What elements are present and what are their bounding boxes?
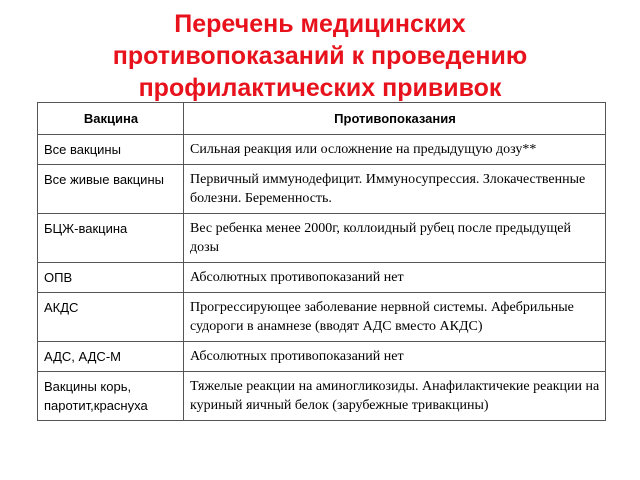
contraindications-table bbox=[37, 102, 606, 421]
page-title bbox=[40, 8, 600, 104]
vaccine-cell: БЦЖ-вакцина bbox=[38, 214, 184, 263]
contraindication-cell: Прогрессирующее заболевание нервной системы. Афебрильные судороги в анамнезе (вводят АДС вместо АКДС) bbox=[184, 293, 606, 342]
table-row bbox=[38, 342, 606, 372]
contraindication-cell: Тяжелые реакции на аминогликозиды. Анафилактичекие реакции на куриный яичный белок (зарубежные тривакцины) bbox=[184, 372, 606, 421]
table-row bbox=[38, 165, 606, 214]
table-row bbox=[38, 372, 606, 421]
title-line-3: профилактических прививок bbox=[138, 74, 502, 102]
vaccine-cell: Все живые вакцины bbox=[38, 165, 184, 214]
title-line-2: противопоказаний к проведению bbox=[112, 42, 528, 70]
contraindication-cell: Сильная реакция или осложнение на предыдущую дозу** bbox=[184, 135, 606, 165]
header-vaccine: Вакцина bbox=[38, 103, 184, 135]
title-line-1: Перечень медицинских bbox=[174, 10, 466, 38]
vaccine-cell: Вакцины корь, паротит,краснуха bbox=[38, 372, 184, 421]
table-row bbox=[38, 293, 606, 342]
table-header-row bbox=[38, 103, 606, 135]
contraindication-cell: Первичный иммунодефицит. Иммуносупрессия. Злокачественные болезни. Беременность. bbox=[184, 165, 606, 214]
header-contraindications: Противопоказания bbox=[184, 103, 606, 135]
contraindication-cell: Абсолютных противопоказаний нет bbox=[184, 342, 606, 372]
vaccine-cell: АДС, АДС-М bbox=[38, 342, 184, 372]
contraindication-cell: Вес ребенка менее 2000г, коллоидный рубец после предыдущей дозы bbox=[184, 214, 606, 263]
table-row bbox=[38, 214, 606, 263]
table-row bbox=[38, 135, 606, 165]
table-row bbox=[38, 263, 606, 293]
vaccine-cell: АКДС bbox=[38, 293, 184, 342]
vaccine-cell: Все вакцины bbox=[38, 135, 184, 165]
vaccine-cell: ОПВ bbox=[38, 263, 184, 293]
contraindication-cell: Абсолютных противопоказаний нет bbox=[184, 263, 606, 293]
